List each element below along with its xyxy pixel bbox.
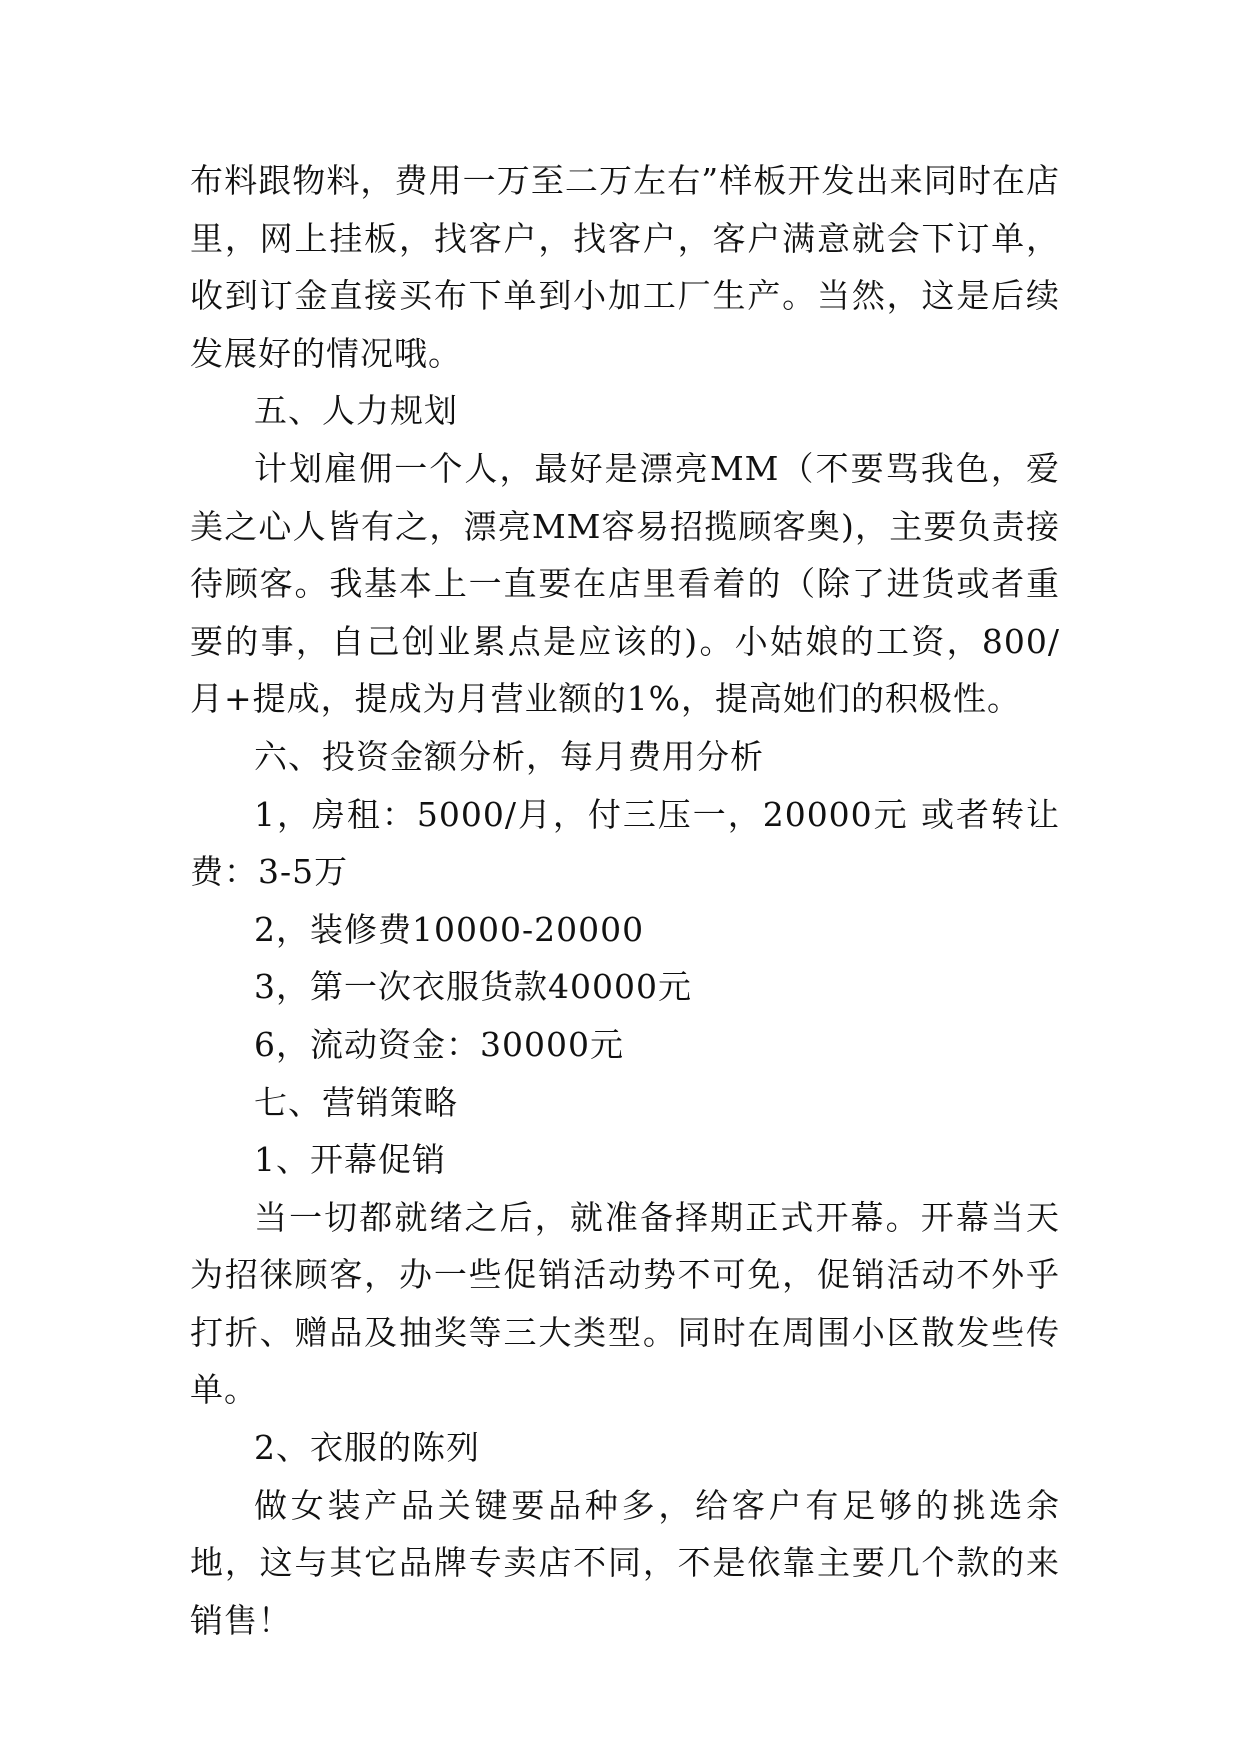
document-body — [190, 152, 1060, 1649]
subheading-opening-promotion: 1、开幕促销 — [254, 1140, 446, 1180]
section-heading-investment-analysis: 六、投资金额分析，每月费用分析 — [254, 736, 764, 776]
subheading-clothing-display: 2、衣服的陈列 — [254, 1428, 480, 1468]
list-item-first-stock: 3，第一次衣服货款40000元 — [254, 967, 692, 1007]
paragraph-opening-promotion: 当一切都就绪之后，就准备择期正式开幕。开幕当天为招徕顾客，办一些促销活动势不可免，促销活动不外乎打折、赠品及抽奖等三大类型。同时在周围小区散发些传单。 — [190, 1197, 1060, 1410]
list-item-rent: 1，房租：5000/月，付三压一，20000元 或者转让费：3-5万 — [190, 794, 1060, 892]
list-item-decoration: 2，装修费10000-20000 — [254, 909, 645, 949]
list-item-working-capital: 6，流动资金：30000元 — [254, 1024, 624, 1064]
paragraph-continued: 布料跟物料，费用一万至二万左右”样板开发出来同时在店里，网上挂板，找客户，找客户，客户满意就会下订单，收到订金直接买布下单到小加工厂生产。当然，这是后续发展好的情况哦。 — [190, 161, 1060, 373]
section-heading-hr-planning: 五、人力规划 — [254, 391, 458, 431]
paragraph-hr-plan: 计划雇佣一个人，最好是漂亮MM（不要骂我色，爱美之心人皆有之，漂亮MM容易招揽顾客奥)，主要负责接待顾客。我基本上一直要在店里看着的（除了进货或者重要的事，自己创业累点是应该的)。小姑娘的工资，800/月+提成，提成为月营业额的1%，提高她们的积极性。 — [190, 448, 1060, 719]
section-heading-marketing: 七、营销策略 — [254, 1082, 458, 1122]
paragraph-clothing-display: 做女装产品关键要品种多，给客户有足够的挑选余地，这与其它品牌专卖店不同，不是依靠主要几个款的来销售！ — [190, 1485, 1060, 1640]
